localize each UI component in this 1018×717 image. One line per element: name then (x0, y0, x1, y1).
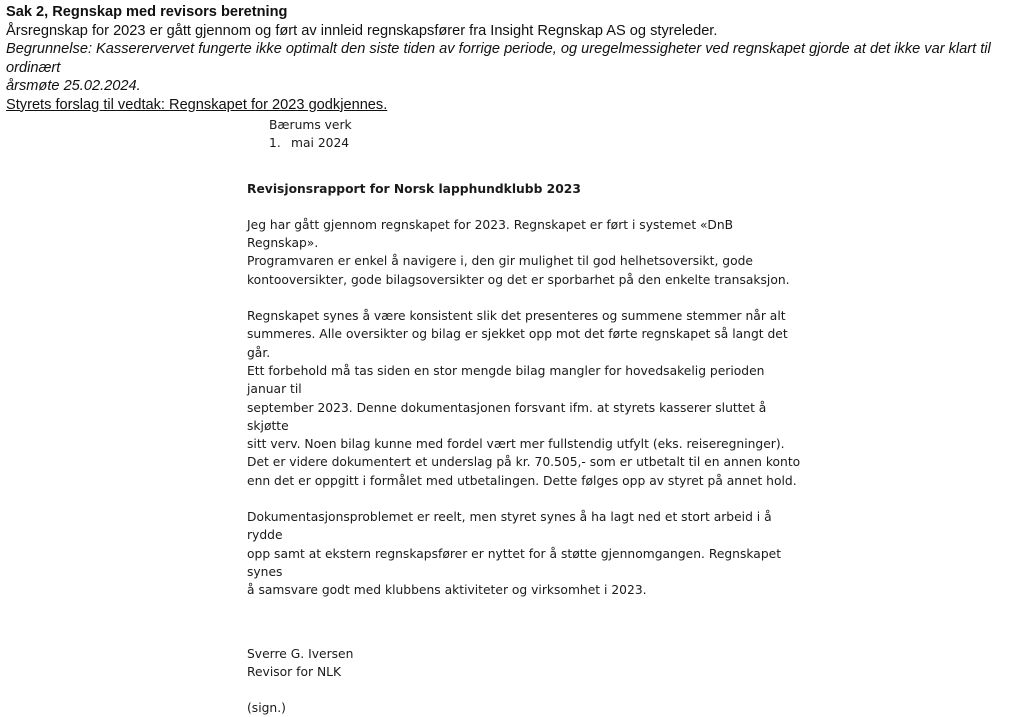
audit-report (247, 116, 807, 717)
report-line: å samsvare godt med klubbens aktiviteter og virksomhet i 2023. (247, 583, 647, 598)
agenda-heading: Sak 2, Regnskap med revisors beretning (6, 4, 288, 20)
report-line: Dokumentasjonsproblemet er reelt, men styret synes å ha lagt ned et stort arbeid i å rydde (247, 510, 772, 543)
agenda-proposal: Styrets forslag til vedtak: Regnskapet for 2023 godkjennes. (6, 96, 388, 113)
report-line: Programvaren er enkel å navigere i, den gir mulighet til god helhetsoversikt, gode (247, 254, 753, 269)
signer-role: Revisor for NLK (247, 664, 342, 679)
agenda-reason-line-2: årsmøte 25.02.2024. (6, 78, 141, 94)
report-line: summeres. Alle oversikter og bilag er sjekket opp mot det førte regnskapet så langt det går. (247, 327, 788, 360)
report-date (247, 134, 807, 152)
report-line: opp samt at ekstern regnskapsfører er nyttet for å støtte gjennomgangen. Regnskapet synes (247, 546, 782, 579)
report-line: enn det er oppgitt i formålet med utbetalingen. Dette følges opp av styret på annet hold. (247, 473, 797, 488)
signer-name: Sverre G. Iversen (247, 646, 354, 661)
report-line: kontooversikter, gode bilagsoversikter og det er sporbarhet på den enkelte transaksjon. (247, 272, 790, 287)
report-paragraph-1 (247, 216, 807, 289)
report-paragraph-3 (247, 508, 807, 599)
report-date-text: mai 2024 (291, 136, 350, 151)
report-paragraph-2 (247, 307, 807, 490)
report-line: sitt verv. Noen bilag kunne med fordel vært mer fullstendig utfylt (eks. reiseregninger). (247, 437, 785, 452)
report-place: Bærums verk (269, 118, 352, 132)
report-title: Revisjonsrapport for Norsk lapphundklubb 2023 (247, 181, 581, 196)
report-date-number: 1. (269, 136, 281, 151)
report-line: Ett forbehold må tas siden en stor mengde bilag mangler for hovedsakelig perioden januar til (247, 363, 765, 397)
agenda-reason-line-1: Begrunnelse: Kasserervervet fungerte ikke optimalt den siste tiden av forrige periode, og uregelmessigheter ved regnskapet gjorde at det ikke var klart til ordinært (6, 41, 991, 76)
agenda-intro: Årsregnskap for 2023 er gått gjennom og ført av innleid regnskapsfører fra Insight Regnskap AS og styreleder. (6, 22, 718, 39)
report-line: Regnskapet synes å være konsistent slik det presenteres og summene stemmer når alt (247, 309, 786, 324)
agenda-section (6, 3, 1014, 114)
report-line: Det er videre dokumentert et underslag på kr. 70.505,- som er utbetalt til en annen konto (247, 455, 801, 470)
report-line: september 2023. Denne dokumentasjonen forsvant ifm. at styrets kasserer sluttet å skjøtte (247, 400, 767, 433)
report-line: Jeg har gått gjennom regnskapet for 2023. Regnskapet er ført i systemet «DnB Regnskap». (247, 217, 734, 251)
signature-note: (sign.) (247, 701, 286, 716)
